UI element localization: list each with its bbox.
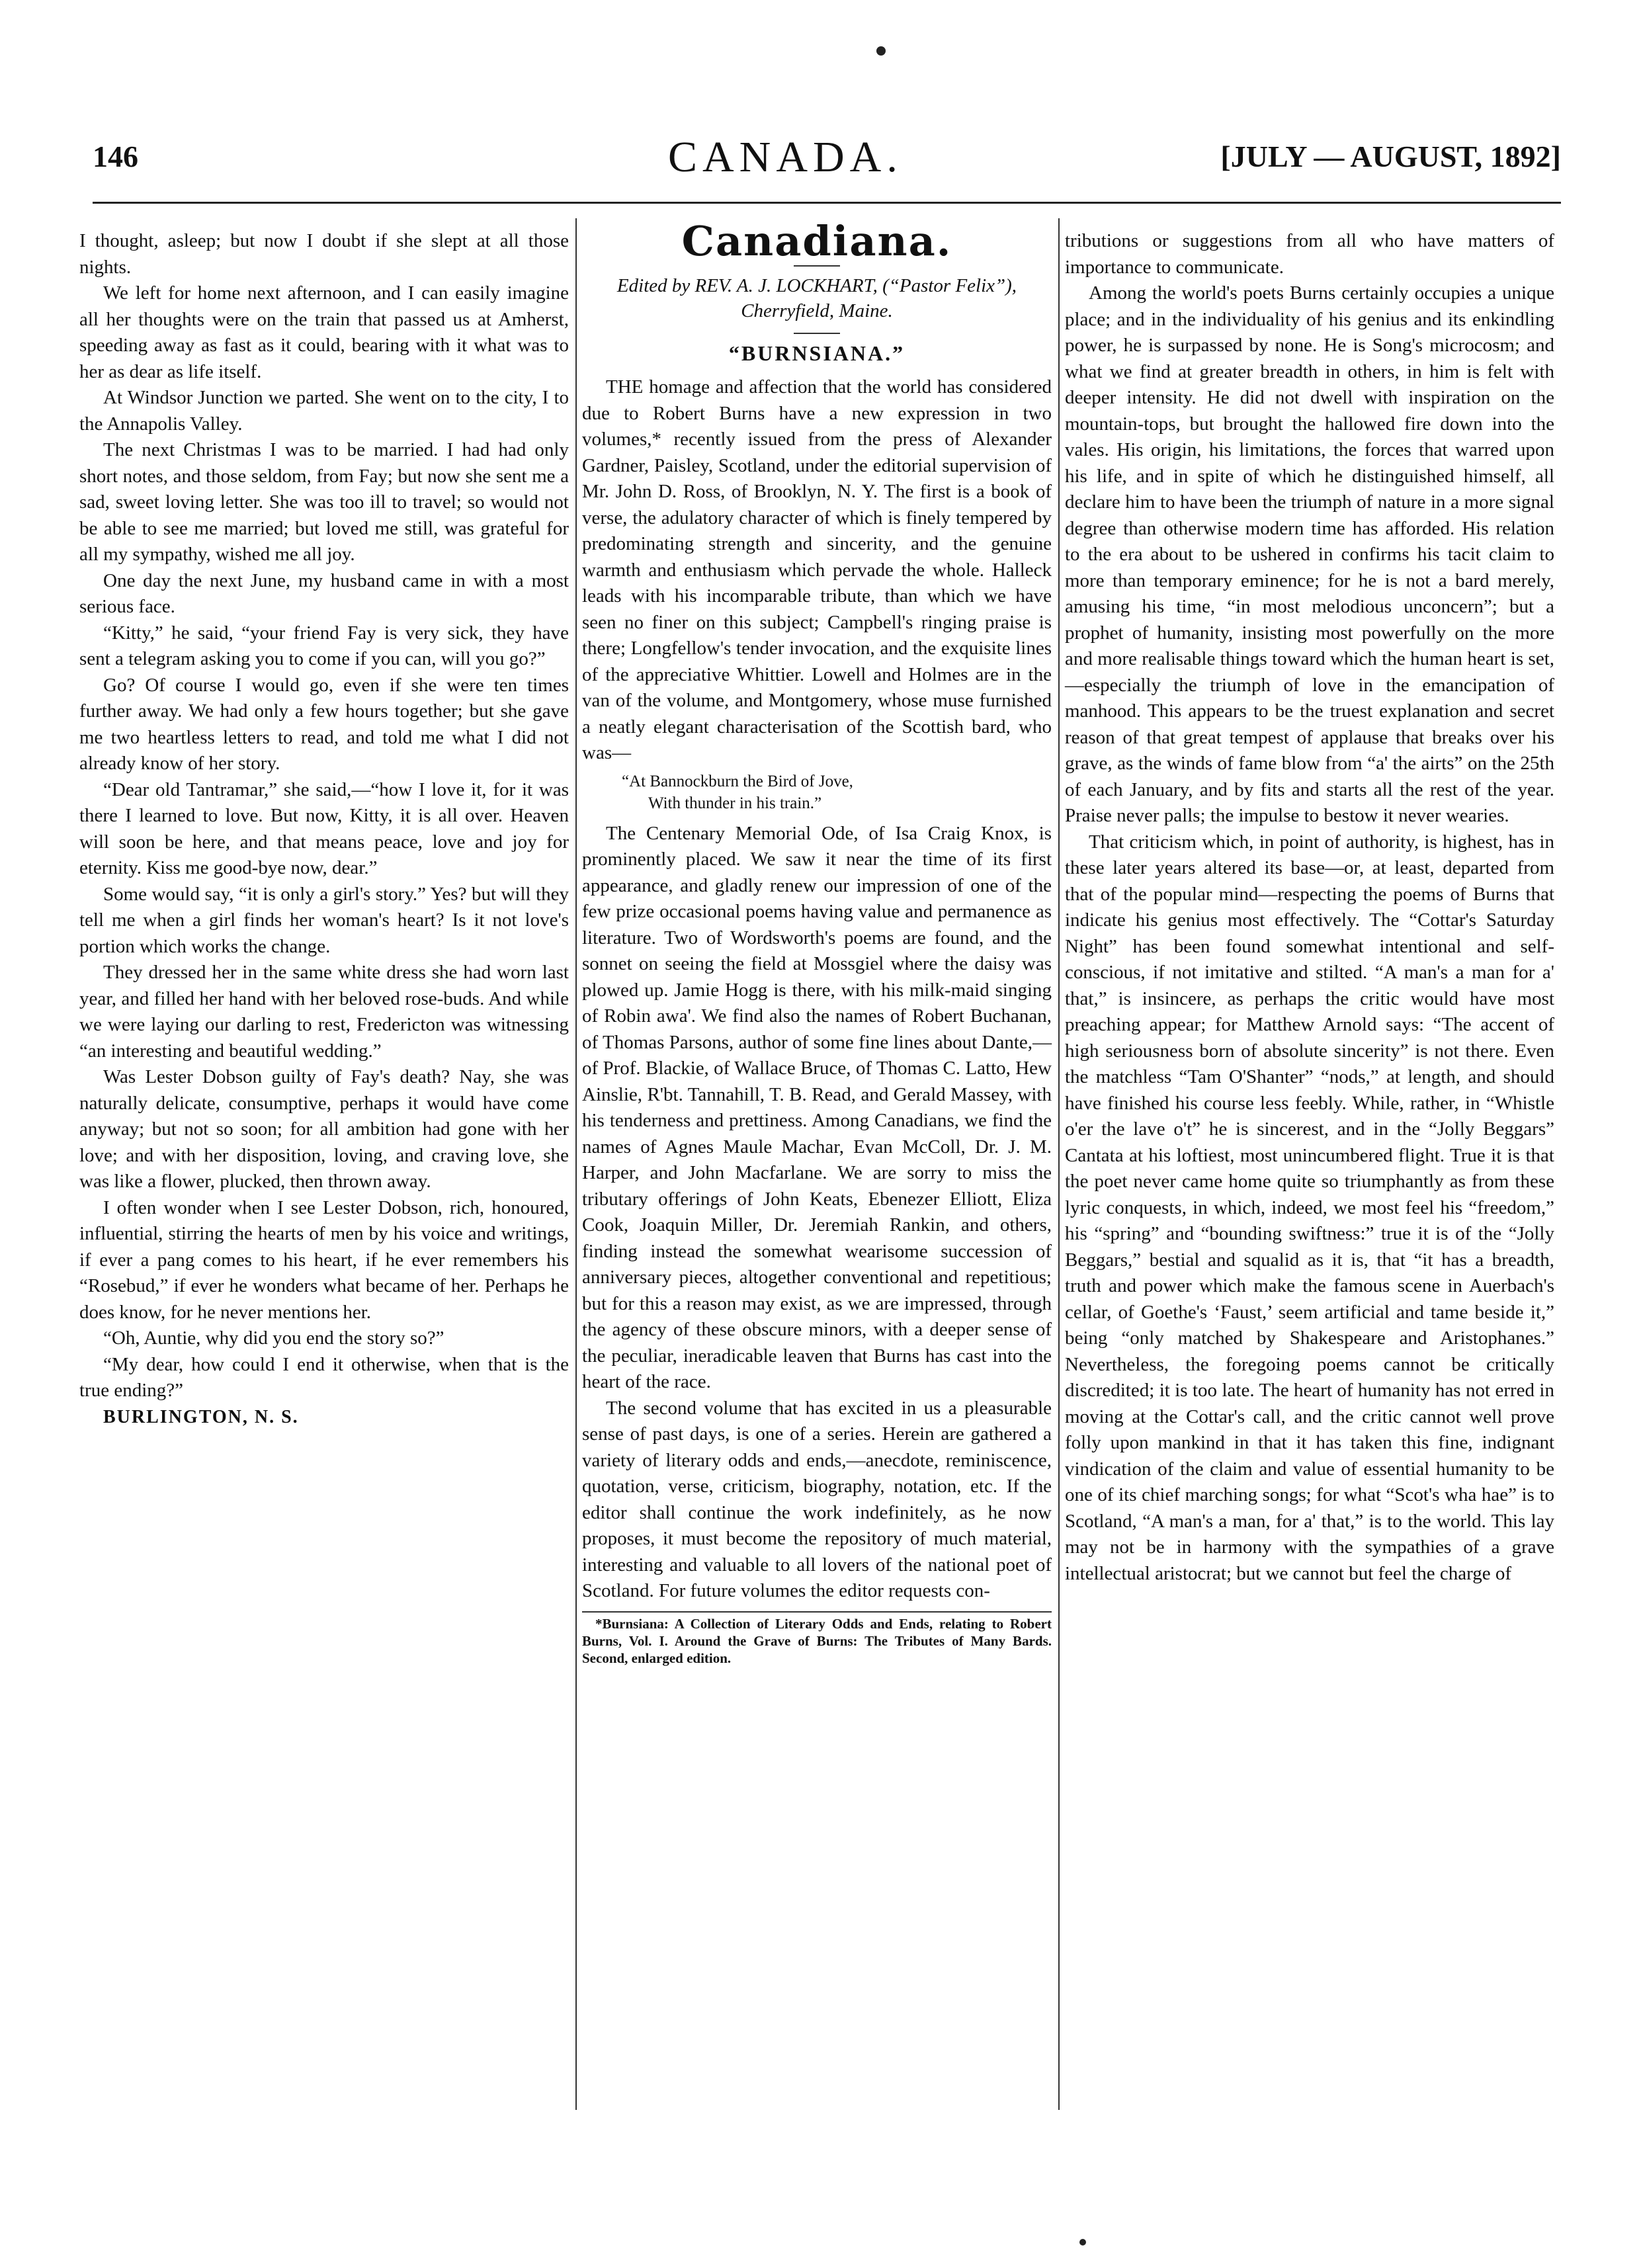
article-heading: “BURNSIANA.”: [728, 341, 905, 365]
paragraph: Was Lester Dobson guilty of Fay's death? Nay, she was naturally delicate, consumptive, perhaps it would have come anyway; but not so soon; for all ambition had gone with her love; and with her disposition, loving, and craving love, she was like a flower, plucked, then thrown away.: [79, 1066, 569, 1192]
issue-dateline: [JULY — AUGUST, 1892]: [1220, 140, 1561, 173]
column-1: [79, 228, 569, 1430]
page-number: 146: [93, 140, 138, 173]
author-signature: BURLINGTON, N. S.: [103, 1406, 299, 1427]
header-rule: [93, 202, 1561, 204]
paragraph: “My dear, how could I end it otherwise, when that is the true ending?”: [79, 1353, 569, 1401]
paragraph: “Dear old Tantramar,” she said,—“how I love it, for it was there I learned to love. But now, Kitty, it is all over. Heaven will soon be here, and that means peace, love and joy for eternity. Kiss me good-bye now, dear.”: [79, 778, 569, 878]
editor-rule: [794, 333, 840, 334]
paragraph: Among the world's poets Burns certainly occupies a unique place; and in the individuality of his genius and its enkindling power, he is surpassed by none. He is Song's microcosm; and what we find at greater breadth in others, in him is felt with deeper intensity. He did not dwell with inspiration on the mountain-tops, but brought the hallowed fire down into the vales. His origin, his limitations, the forces that warred upon his life, and in spite of which he distinguished himself, all declare him to have been the triumph of nature in a more signal degree than otherwise modern time has afforded. His relation to the era about to be ushered in confirms his tacit claim to more than temporary eminence; for he is not a bard merely, amusing his time, “in most melodious unconcern”; but a prophet of humanity, insisting most powerfully on the more and more realisable things toward which the human heart is set,—especially the triumph of love in the emancipation of manhood. This appears to be the truest explanation and secret reason of that great tempest of applause that breaks over his grave, as the winds of fame blow from “a' the airts” on the 25th of each January, and by fits and starts all the rest of the year. Praise never palls; the impulse to bestow it never wearies.: [1065, 282, 1554, 826]
paragraph: At Windsor Junction we parted. She went on to the city, I to the Annapolis Valley.: [79, 387, 569, 435]
paragraph: The Centenary Memorial Ode, of Isa Craig Knox, is prominently placed. We saw it near the time of its first appearance, and gladly renew our impression of one of the few prize occasional poems having value and permanence as literature. Two of Wordsworth's poems are found, and the sonnet on seeing the field at Mossgiel where the daisy was plowed up. Jamie Hogg is there, with his milk-maid singing of Robin awa'. We find also the names of Robert Buchanan, of Thomas Parsons, author of some fine lines about Dante,—of Prof. Blackie, of Wallace Bruce, of Thomas C. Latto, Hew Ainslie, R'bt. Tannahill, T. B. Read, and Gerald Massey, with his tenderness and prettiness. Among Canadians, we find the names of Agnes Maule Machar, Evan McColl, Dr. J. M. Harper, and John Macfarlane. We are sorry to miss the tributary offerings of John Keats, Ebenezer Elliott, Eliza Cook, Joaquin Miller, Dr. Jeremiah Rankin, and others, finding instead the somewhat wearisome succession of anniversary pieces, altogether conventional and repetitious; but for this a reason may exist, as we are impressed, through the agency of these obscure minors, with a deeper sense of the peculiar, ineradicable leaven that Burns has cast into the heart of the race.: [582, 822, 1052, 1392]
paragraph: The second volume that has excited in us a pleasurable sense of past days, is one of a series. Herein are gathered a variety of literary odds and ends,—anecdote, reminiscence, quotation, verse, criticism, biography, notation, etc. If the editor shall continue the work indefinitely, as he now proposes, it must become the repository of much material, interesting and valuable to all lovers of the national poet of Scotland. For future volumes the editor requests con-: [582, 1397, 1052, 1601]
paragraph: They dressed her in the same white dress she had worn last year, and filled her hand with her beloved rose-buds. And while we were laying our darling to rest, Fredericton was witnessing “an interesting and beautiful wedding.”: [79, 962, 569, 1062]
print-speck: [1079, 2239, 1086, 2246]
verse-line: With thunder in his train.”: [648, 794, 822, 812]
paragraph: “Kitty,” he said, “your friend Fay is very sick, they have sent a telegram asking you to come if you can, will you go?”: [79, 622, 569, 669]
verse-line: “At Bannockburn the Bird of Jove,: [622, 772, 853, 790]
editor-line: Edited by REV. A. J. LOCKHART, (“Pastor Felix”), Cherryfield, Maine.: [616, 274, 1017, 321]
paragraph: tributions or suggestions from all who have matters of importance to communicate.: [1065, 230, 1554, 278]
paragraph: Some would say, “it is only a girl's story.” Yes? but will they tell me when a girl finds her woman's heart? Is it not love's portion which works the change.: [79, 883, 569, 957]
verse-quote: [622, 771, 1052, 814]
paragraph: That criticism which, in point of authority, is highest, has in these later years altered its base—or, at least, departed from that of the popular mind—respecting the poems of Burns that indicate his genius most effectively. The “Cottar's Saturday Night” has been found somewhat intentional and self-conscious, if not imitative and stilted. “A man's a man for a' that,” is insincere, as perhaps the critic would have most preaching appear; for Matthew Arnold says: “The accent of high seriousness born of absolute sincerity” is not there. Even the matchless “Tam O'Shanter” “nods,” at length, and should have finished his course less feebly. While, rather, in “Whistle o'er the lave o't” he is sincerest, and in the “Jolly Beggars” Cantata at his loftiest, most unincumbered flight. True it is that the poet never came home quite so triumphantly as from these lyric conquests, in which, indeed, we most feel his “freedom,” his “spring” and “bounding swiftness:” true it is of the “Jolly Beggars,” bestial and squalid as it is, that “it has a breadth, truth and power which make the famous scene in Auerbach's cellar, of Goethe's ‘Faust,’ seem artificial and tame beside it,” being “only matched by Shakespeare and Aristophanes.” Nevertheless, the foregoing poems cannot be critically discredited; it is too late. The heart of humanity has not erred in moving at the Cottar's call, and the critic cannot well prove folly upon mankind in that it has taken this fine, indignant vindication of the claim and value of essential humanity to be one of its chief marching songs; for what “Scot's wha hae” is to Scotland, “A man's a man, for a' that,” is to the world. This lay may not be in harmony with the sympathies of a grave intellectual aristocrat; but we cannot but feel the charge of: [1065, 831, 1554, 1584]
paragraph: The next Christmas I was to be married. I had had only short notes, and those seldom, from Fay; but now she sent me a sad, sweet loving letter. She was too ill to travel; so would not be able to see me married; but loved me still, was grateful for all my sympathy, wished me all joy.: [79, 439, 569, 565]
column-2: [582, 217, 1052, 1667]
column-divider-1: [575, 218, 577, 2110]
paragraph: One day the next June, my husband came in with a most serious face.: [79, 569, 569, 617]
paragraph: I thought, asleep; but now I doubt if she slept at all those nights.: [79, 230, 569, 278]
footnote: *Burnsiana: A Collection of Literary Odds and Ends, relating to Robert Burns, Vol. I. Around the Grave of Burns: The Tributes of Many Bards. Second, enlarged edition.: [582, 1611, 1052, 1667]
paragraph: Go? Of course I would go, even if she were ten times further away. We had only a few hours together; but she gave me two heartless letters to read, and told me what I did not already know of her story.: [79, 674, 569, 774]
section-title: Canadiana.: [681, 217, 952, 265]
paragraph: We left for home next afternoon, and I can easily imagine all her thoughts were on the train that passed us at Amherst, speeding away as fast as it could, bearing with it what was to her as dear as life itself.: [79, 282, 569, 382]
column-3: [1065, 228, 1554, 1587]
paragraph: “Oh, Auntie, why did you end the story so?”: [103, 1327, 444, 1349]
page-header: [93, 132, 1561, 192]
print-speck: [876, 46, 886, 56]
column-divider-2: [1058, 218, 1060, 2110]
paragraph: THE homage and affection that the world has considered due to Robert Burns have a new expression in two volumes,* recently issued from the press of Alexander Gardner, Paisley, Scotland, under the editorial supervision of Mr. John D. Ross, of Brooklyn, N. Y. The first is a book of verse, the adulatory character of which is finely tempered by predominating strength and sincerity, and the genuine warmth and enthusiasm which pervade the whole. Halleck leads with his incomparable tribute, than which we have seen no finer on this subject; Campbell's ringing praise is there; Longfellow's tender invocation, and the exquisite lines of the appreciative Whittier. Lowell and Holmes are in the van of the volume, and Montgomery, whose muse furnished a neatly elegant characterisation of the Scottish bard, who was—: [582, 376, 1052, 763]
paragraph: I often wonder when I see Lester Dobson, rich, honoured, influential, stirring the hearts of men by his voice and writings, if ever a pang comes to his heart, if he ever remembers his “Rosebud,” if ever he wonders what became of her. Perhaps he does know, for he never mentions her.: [79, 1197, 569, 1323]
masthead-title: CANADA.: [668, 133, 903, 181]
